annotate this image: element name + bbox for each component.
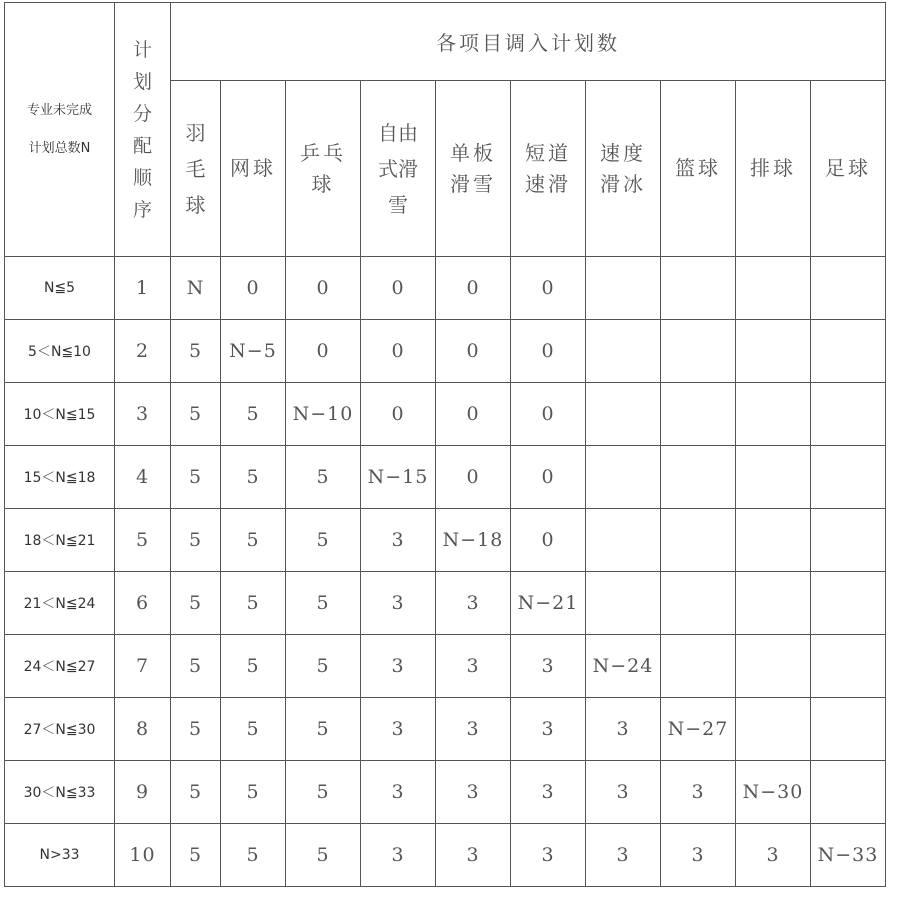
quota-cell: 0 [436,446,511,509]
order-char: 顺 [132,166,152,189]
sport-label-line: 乒乓 [300,140,346,165]
quota-cell [811,572,886,635]
quota-cell: 3 [361,824,436,887]
table-body [5,257,886,887]
quota-cell: 5 [171,824,221,887]
sport-label-line: 球 [311,171,335,196]
header-n-total [5,3,115,257]
quota-cell: 3 [661,761,736,824]
order-cell: 3 [115,383,171,446]
header-sport [361,81,436,257]
quota-cell: N−30 [736,761,811,824]
sport-label-line: 单板 [450,140,496,165]
sport-label-line: 自由 [378,120,418,145]
quota-cell: N−5 [221,320,286,383]
quota-cell: 0 [511,509,586,572]
quota-cell: N−21 [511,572,586,635]
order-cell: 5 [115,509,171,572]
quota-cell: 3 [361,509,436,572]
table-row [5,824,886,887]
quota-cell [661,635,736,698]
header-sport [221,81,286,257]
quota-cell: 3 [436,572,511,635]
quota-cell: 0 [286,320,361,383]
quota-cell: 5 [221,698,286,761]
order-char: 配 [132,134,152,157]
range-cell: 21＜N≦24 [5,572,115,635]
table-row [5,572,886,635]
table-row [5,383,886,446]
quota-cell: 5 [171,572,221,635]
range-cell: 10＜N≦15 [5,383,115,446]
header-group-title: 各项目调入计划数 [171,3,886,81]
quota-cell [811,698,886,761]
quota-cell [736,446,811,509]
quota-cell: N−24 [586,635,661,698]
header-sport [286,81,361,257]
quota-cell: 3 [511,824,586,887]
quota-cell [586,509,661,572]
quota-cell [586,446,661,509]
sport-label-line: 滑雪 [450,171,496,196]
sport-label-line: 排球 [750,156,796,180]
order-cell: 10 [115,824,171,887]
quota-cell: N−10 [286,383,361,446]
quota-cell: 5 [171,320,221,383]
sport-label-line: 球 [185,192,206,217]
sport-label-line: 速度 [600,140,646,165]
header-sport [661,81,736,257]
quota-cell: 5 [286,635,361,698]
range-cell: 27＜N≦30 [5,698,115,761]
quota-cell: 3 [361,698,436,761]
quota-cell: 5 [286,446,361,509]
quota-cell: 3 [436,824,511,887]
quota-cell: 0 [286,257,361,320]
order-char: 分 [132,102,152,125]
quota-cell [586,383,661,446]
sport-label-line: 滑冰 [600,171,646,196]
range-cell: 15＜N≦18 [5,446,115,509]
quota-cell: 5 [221,383,286,446]
quota-cell: 5 [286,761,361,824]
quota-cell [736,635,811,698]
quota-cell: N−18 [436,509,511,572]
order-cell: 4 [115,446,171,509]
order-char: 序 [132,198,152,221]
sport-label-line: 雪 [388,192,408,217]
quota-cell [661,572,736,635]
quota-cell [661,446,736,509]
sport-label-line: 足球 [825,156,871,180]
quota-cell: 5 [171,635,221,698]
header-sport [436,81,511,257]
quota-cell: 3 [361,635,436,698]
quota-cell [736,572,811,635]
quota-cell: 5 [221,446,286,509]
quota-cell: 5 [286,698,361,761]
quota-cell: 5 [171,761,221,824]
quota-cell: 5 [171,698,221,761]
header-sport [811,81,886,257]
quota-cell [586,572,661,635]
quota-cell: 5 [221,572,286,635]
quota-cell: 0 [436,320,511,383]
range-cell: N≦5 [5,257,115,320]
quota-cell [811,635,886,698]
quota-cell [811,509,886,572]
sport-label-line: 速滑 [525,171,571,196]
quota-cell: 0 [511,446,586,509]
quota-cell [661,509,736,572]
quota-cell [586,320,661,383]
quota-cell: 5 [286,824,361,887]
quota-cell: 0 [361,257,436,320]
quota-cell [811,383,886,446]
header-allocation-order [115,3,171,257]
table-row [5,698,886,761]
quota-cell [811,320,886,383]
order-cell: 1 [115,257,171,320]
quota-cell [661,383,736,446]
table-row [5,635,886,698]
quota-cell: N [171,257,221,320]
quota-cell: 3 [511,698,586,761]
quota-cell: 5 [286,509,361,572]
quota-cell [811,257,886,320]
range-cell: N>33 [5,824,115,887]
quota-cell: 0 [511,383,586,446]
header-sport [586,81,661,257]
table-row [5,257,886,320]
quota-cell: 5 [171,383,221,446]
quota-cell: 3 [361,572,436,635]
quota-cell [736,383,811,446]
table-row [5,509,886,572]
quota-cell: 3 [436,698,511,761]
quota-cell: 3 [361,761,436,824]
quota-cell: 3 [511,635,586,698]
quota-cell: 5 [171,446,221,509]
quota-cell: N−27 [661,698,736,761]
quota-cell: N−15 [361,446,436,509]
quota-cell: 5 [221,824,286,887]
header-sport [736,81,811,257]
quota-cell [736,320,811,383]
header-n-line1: 专业未完成 [26,102,92,118]
range-cell: 18＜N≦21 [5,509,115,572]
quota-cell: 0 [361,320,436,383]
range-cell: 5＜N≦10 [5,320,115,383]
quota-cell [586,257,661,320]
quota-cell [811,446,886,509]
quota-cell: 3 [586,698,661,761]
quota-cell: 3 [436,761,511,824]
quota-cell [736,509,811,572]
quota-cell [736,698,811,761]
quota-cell: 5 [221,761,286,824]
quota-cell: 3 [586,824,661,887]
quota-cell: 5 [221,635,286,698]
order-char: 计 [132,38,152,61]
quota-cell: 3 [736,824,811,887]
table-row [5,446,886,509]
quota-cell [661,320,736,383]
header-sport [171,81,221,257]
quota-cell: 0 [436,257,511,320]
quota-cell: 5 [221,509,286,572]
quota-cell [811,761,886,824]
quota-cell: 0 [436,383,511,446]
sport-label-line: 网球 [230,156,276,180]
quota-cell: 3 [661,824,736,887]
table-row [5,320,886,383]
quota-cell: 3 [511,761,586,824]
table-row [5,761,886,824]
sport-label-line: 羽 [185,120,206,145]
quota-cell: 3 [586,761,661,824]
order-cell: 2 [115,320,171,383]
quota-cell: 3 [436,635,511,698]
header-sport [511,81,586,257]
header-n-line2: 计划总数N [28,140,91,156]
quota-cell: 0 [221,257,286,320]
sport-label-line: 短道 [525,140,571,165]
allocation-table [4,2,886,887]
range-cell: 24＜N≦27 [5,635,115,698]
order-cell: 6 [115,572,171,635]
quota-cell: 0 [511,257,586,320]
range-cell: 30＜N≦33 [5,761,115,824]
order-char: 划 [132,70,152,93]
quota-cell: 5 [171,509,221,572]
sport-label-line: 式滑 [378,156,418,181]
quota-cell [736,257,811,320]
order-cell: 8 [115,698,171,761]
quota-cell [661,257,736,320]
order-cell: 7 [115,635,171,698]
quota-cell: 5 [286,572,361,635]
quota-cell: N−33 [811,824,886,887]
quota-cell: 0 [511,320,586,383]
sport-label-line: 篮球 [675,156,721,180]
quota-cell: 0 [361,383,436,446]
sport-label-line: 毛 [185,156,206,181]
order-cell: 9 [115,761,171,824]
